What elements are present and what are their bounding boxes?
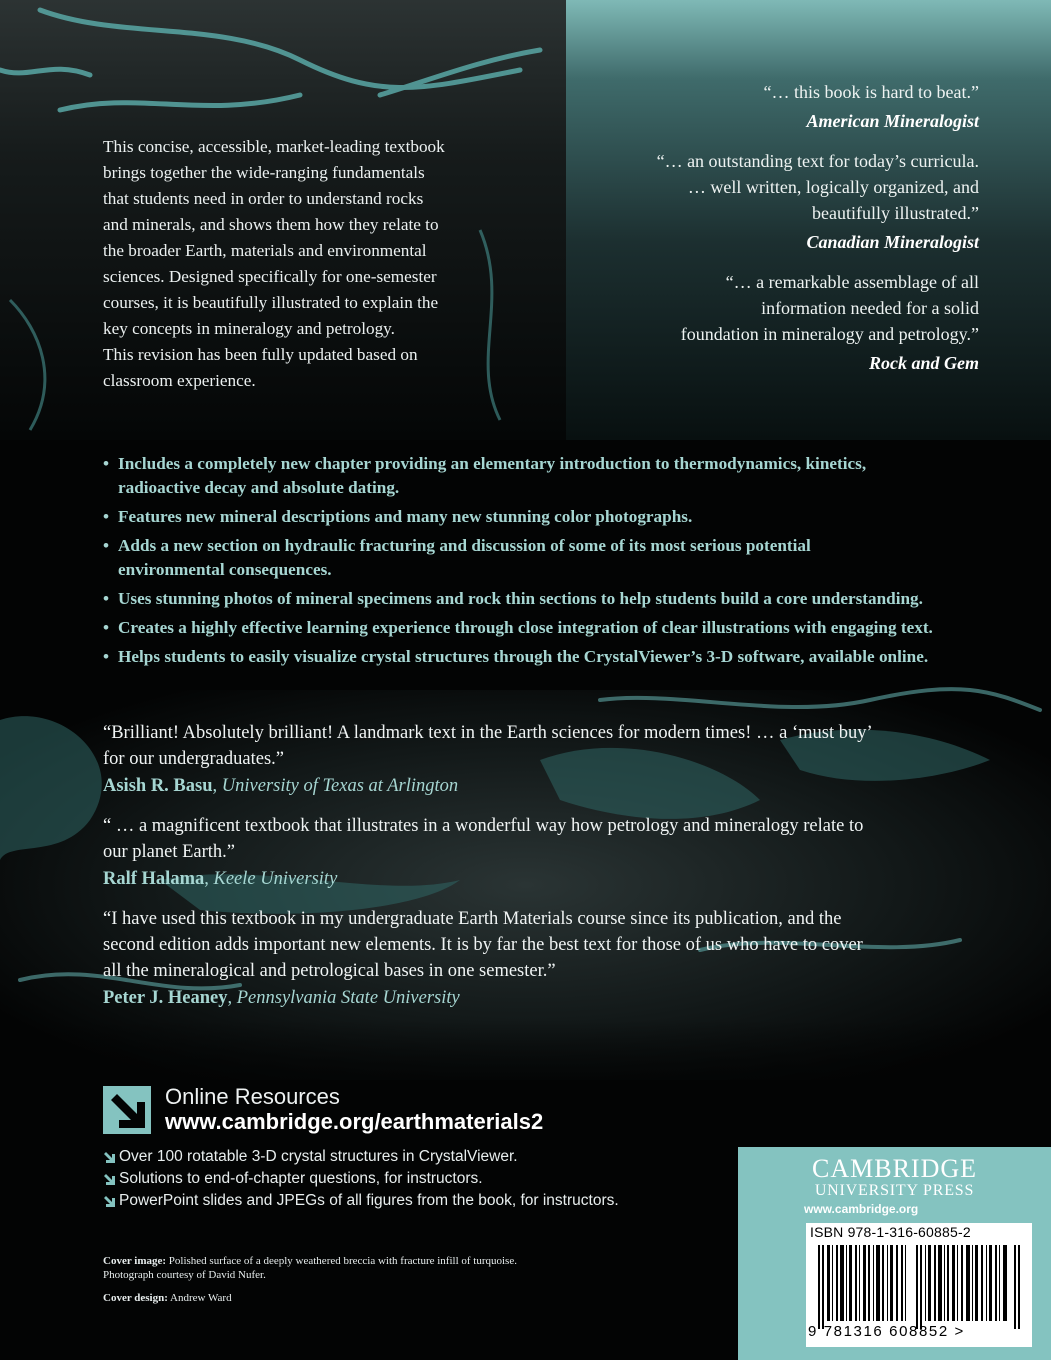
intro-line: courses, it is beautifully illustrated to explain the: [103, 293, 439, 312]
feature-line: Features new mineral descriptions and many new stunning color photographs.: [118, 507, 693, 526]
feature-line: Creates a highly effective learning experience through close integration of clear illustrations with engaging text.: [118, 618, 933, 637]
review-block: [539, 148, 979, 255]
endorsement: [103, 813, 973, 892]
arrow-down-right-icon: [103, 1173, 116, 1186]
bullet-icon: •: [103, 454, 110, 473]
endorsement: [103, 720, 973, 799]
publisher-website[interactable]: www.cambridge.org: [804, 1202, 919, 1216]
arrow-down-right-icon: [103, 1086, 151, 1134]
endorser-name: Peter J. Heaney: [103, 988, 228, 1008]
review-quotes: [539, 79, 979, 390]
intro-line: brings together the wide-ranging fundamentals: [103, 163, 425, 182]
attribution-separator: ,: [227, 988, 237, 1008]
review-source: Rock and Gem: [869, 353, 979, 373]
resource-list: [103, 1146, 703, 1212]
intro-paragraph: [103, 134, 503, 394]
endorsement-attribution: [103, 866, 973, 892]
intro-line: classroom experience.: [103, 371, 256, 390]
review-quote-line: “… this book is hard to beat.”: [763, 82, 979, 102]
review-quote-line: foundation in mineralogy and petrology.”: [680, 324, 979, 344]
endorsement: [103, 906, 973, 1011]
online-resources-url[interactable]: www.cambridge.org/earthmaterials2: [165, 1109, 544, 1134]
endorsement-quote-line: all the mineralogical and petrological bases in one semester.”: [103, 961, 556, 981]
feature-item: [103, 645, 983, 669]
intro-line: This concise, accessible, market-leading textbook: [103, 137, 445, 156]
online-resources-title: Online Resources: [165, 1084, 340, 1109]
feature-line: environmental consequences.: [118, 560, 332, 579]
intro-line: key concepts in mineralogy and petrology.: [103, 319, 395, 338]
endorsements: [103, 720, 973, 1025]
bullet-icon: •: [103, 647, 110, 666]
feature-line: Includes a completely new chapter providing an elementary introduction to thermodynamics, kinetics,: [118, 454, 867, 473]
cover-design-credit: [103, 1291, 663, 1305]
attribution-separator: ,: [204, 869, 214, 889]
publisher-panel: [738, 1147, 1051, 1360]
feature-line: Uses stunning photos of mineral specimens and rock thin sections to help students build a core understanding.: [118, 589, 923, 608]
feature-item: [103, 587, 983, 611]
intro-line: that students need in order to understand rocks: [103, 189, 424, 208]
review-source: Canadian Mineralogist: [806, 232, 979, 252]
review-quote-line: … well written, logically organized, and: [687, 177, 979, 197]
review-quote-line: “… a remarkable assemblage of all: [725, 272, 979, 292]
attribution-separator: ,: [212, 776, 222, 796]
feature-item: [103, 452, 983, 500]
bullet-icon: •: [103, 536, 110, 555]
intro-line: the broader Earth, materials and environmental: [103, 241, 427, 260]
resource-item: [103, 1168, 703, 1190]
feature-list: [103, 452, 983, 674]
bullet-icon: •: [103, 589, 110, 608]
resource-text: PowerPoint slides and JPEGs of all figures from the book, for instructors.: [119, 1192, 619, 1209]
bullet-icon: •: [103, 507, 110, 526]
review-block: [539, 79, 979, 134]
endorsement-attribution: [103, 773, 973, 799]
endorser-name: Ralf Halama: [103, 869, 205, 889]
publisher-name: CAMBRIDGE: [811, 1154, 977, 1183]
barcode-digits: 9 781316 608852 >: [808, 1323, 965, 1340]
endorser-affiliation: University of Texas at Arlington: [221, 776, 459, 796]
feature-line: Helps students to easily visualize crystal structures through the CrystalViewer’s 3-D software, available online.: [118, 647, 929, 666]
review-source: American Mineralogist: [806, 111, 979, 131]
feature-line: Adds a new section on hydraulic fracturing and discussion of some of its most serious potential: [118, 536, 811, 555]
resource-text: Over 100 rotatable 3-D crystal structures in CrystalViewer.: [119, 1148, 518, 1165]
endorser-affiliation: Pennsylvania State University: [236, 988, 460, 1008]
publisher-subname: UNIVERSITY PRESS: [814, 1182, 975, 1199]
resource-text: Solutions to end-of-chapter questions, for instructors.: [119, 1170, 483, 1187]
arrow-down-right-icon: [103, 1151, 116, 1164]
review-quote-line: “… an outstanding text for today’s curricula.: [656, 151, 979, 171]
credit-label: Cover image:: [103, 1255, 167, 1267]
photo-credit: Photograph courtesy of David Nufer.: [103, 1269, 266, 1281]
cover-credits: [103, 1254, 663, 1305]
review-quote-line: beautifully illustrated.”: [812, 203, 979, 223]
endorser-name: Asish R. Basu: [103, 776, 213, 796]
feature-line: radioactive decay and absolute dating.: [118, 478, 400, 497]
arrow-down-right-icon: [103, 1195, 116, 1208]
barcode-icon: [818, 1245, 1023, 1329]
endorsement-quote-line: second edition adds important new elements. It is by far the best text for those of us who have to cover: [103, 935, 863, 955]
endorsement-attribution: [103, 985, 973, 1011]
endorsement-quote-line: “ … a magnificent textbook that illustrates in a wonderful way how petrology and mineralogy relate to: [103, 816, 864, 836]
credit-label: Cover design:: [103, 1292, 168, 1304]
bullet-icon: •: [103, 618, 110, 637]
review-block: [539, 269, 979, 376]
credit-text: Polished surface of a deeply weathered breccia with fracture infill of turquoise.: [166, 1255, 517, 1267]
feature-item: [103, 534, 983, 582]
credit-text: Andrew Ward: [167, 1292, 232, 1304]
endorsement-quote-line: “I have used this textbook in my undergraduate Earth Materials course since its publication, and the: [103, 909, 842, 929]
intro-line: and minerals, and shows them how they relate to: [103, 215, 439, 234]
resource-item: [103, 1146, 703, 1168]
spacer: [103, 1282, 663, 1291]
intro-line: sciences. Designed specifically for one-semester: [103, 267, 437, 286]
cover-image-credit: [103, 1254, 663, 1268]
intro-line: This revision has been fully updated based on: [103, 345, 418, 364]
endorsement-quote-line: our planet Earth.”: [103, 842, 236, 862]
endorsement-quote-line: for our undergraduates.”: [103, 749, 284, 769]
feature-item: [103, 616, 983, 640]
endorsement-quote-line: “Brilliant! Absolutely brilliant! A landmark text in the Earth sciences for modern times! … a ‘must buy’: [103, 723, 873, 743]
isbn-number: ISBN 978-1-316-60885-2: [810, 1224, 971, 1240]
feature-item: [103, 505, 983, 529]
resource-item: [103, 1190, 703, 1212]
review-quote-line: information needed for a solid: [761, 298, 979, 318]
endorser-affiliation: Keele University: [213, 869, 338, 889]
isbn-barcode: [806, 1223, 1032, 1347]
